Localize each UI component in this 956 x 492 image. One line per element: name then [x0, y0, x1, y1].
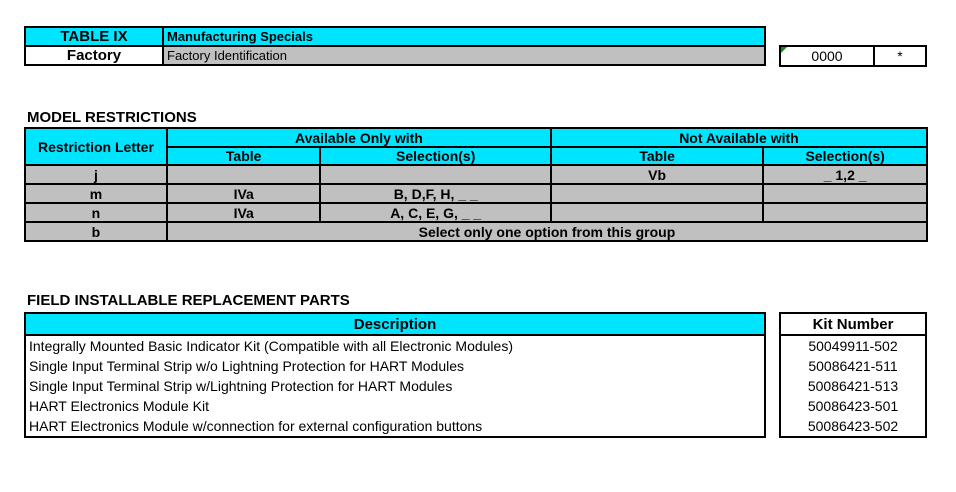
kit-number: 50086421-511 [808, 358, 898, 374]
available-selections [320, 165, 550, 184]
kit-number-header-row [780, 313, 926, 335]
available-table: IVa [167, 184, 321, 203]
restriction-letter: n [25, 203, 167, 222]
table-ix-label: TABLE IX [25, 27, 163, 46]
kit-number: 50086423-502 [807, 418, 899, 434]
kit-number-header: Kit Number [780, 313, 926, 335]
table-row [25, 396, 765, 416]
part-description: HART Electronics Module w/connection for external configuration buttons [29, 418, 483, 434]
factory-row [25, 46, 765, 65]
table-row [25, 203, 927, 222]
available-only-header: Available Only with [167, 128, 551, 147]
not-available-selections [763, 184, 927, 203]
parts-description-header-row [25, 313, 765, 335]
table-row [780, 356, 926, 376]
factory-label: Factory [25, 46, 163, 65]
table-ix [24, 26, 766, 66]
factory-code-row [780, 46, 926, 66]
available-selections: A, C, E, G, _ _ [320, 203, 550, 222]
table-row [780, 335, 926, 356]
available-selections: B, D,F, H, _ _ [320, 184, 550, 203]
not-available-selections [763, 203, 927, 222]
available-selections-header: Selection(s) [320, 147, 550, 165]
available-table [167, 165, 321, 184]
table-row [25, 222, 927, 241]
table-row [25, 184, 927, 203]
kit-number: 50086423-501 [807, 398, 899, 414]
table-row [25, 335, 765, 356]
not-available-selections: _ 1,2 _ [763, 165, 927, 184]
restriction-letter: b [25, 222, 167, 241]
restrictions-header-row [25, 128, 927, 147]
table-row [25, 356, 765, 376]
table-row [25, 165, 927, 184]
part-description: HART Electronics Module Kit [29, 398, 209, 414]
not-available-header: Not Available with [551, 128, 927, 147]
restriction-letter: m [25, 184, 167, 203]
factory-code-input[interactable]: 0000 [780, 46, 874, 66]
table-row [780, 416, 926, 437]
factory-code-mark: * [874, 46, 926, 66]
table-row [25, 416, 765, 437]
kit-number: 50049911-502 [808, 338, 898, 354]
model-restrictions-heading: MODEL RESTRICTIONS [27, 109, 197, 126]
kit-number: 50086421-513 [807, 378, 899, 394]
field-parts-heading: FIELD INSTALLABLE REPLACEMENT PARTS [27, 292, 350, 309]
table-row [780, 376, 926, 396]
restriction-letter: j [25, 165, 167, 184]
kit-number-table [779, 312, 927, 438]
table-row [25, 376, 765, 396]
not-available-table [551, 203, 763, 222]
table-ix-title: Manufacturing Specials [163, 27, 765, 46]
not-available-table [551, 184, 763, 203]
factory-code-box [779, 45, 927, 67]
not-available-selections-header: Selection(s) [763, 147, 927, 165]
part-description: Integrally Mounted Basic Indicator Kit (Compatible with all Electronic Modules) [29, 338, 513, 354]
parts-description-table [24, 312, 766, 438]
not-available-table-header: Table [551, 147, 763, 165]
restriction-note: Select only one option from this group [167, 222, 927, 241]
not-available-table: Vb [551, 165, 763, 184]
table-row [780, 396, 926, 416]
available-table: IVa [167, 203, 321, 222]
table-ix-row [25, 27, 765, 46]
factory-identification: Factory Identification [163, 46, 765, 65]
description-header: Description [25, 313, 765, 335]
part-description: Single Input Terminal Strip w/o Lightning Protection for HART Modules [29, 358, 465, 374]
restriction-letter-header: Restriction Letter [25, 128, 167, 165]
part-description: Single Input Terminal Strip w/Lightning Protection for HART Modules [29, 378, 453, 394]
available-table-header: Table [167, 147, 321, 165]
model-restrictions-table [24, 127, 928, 242]
